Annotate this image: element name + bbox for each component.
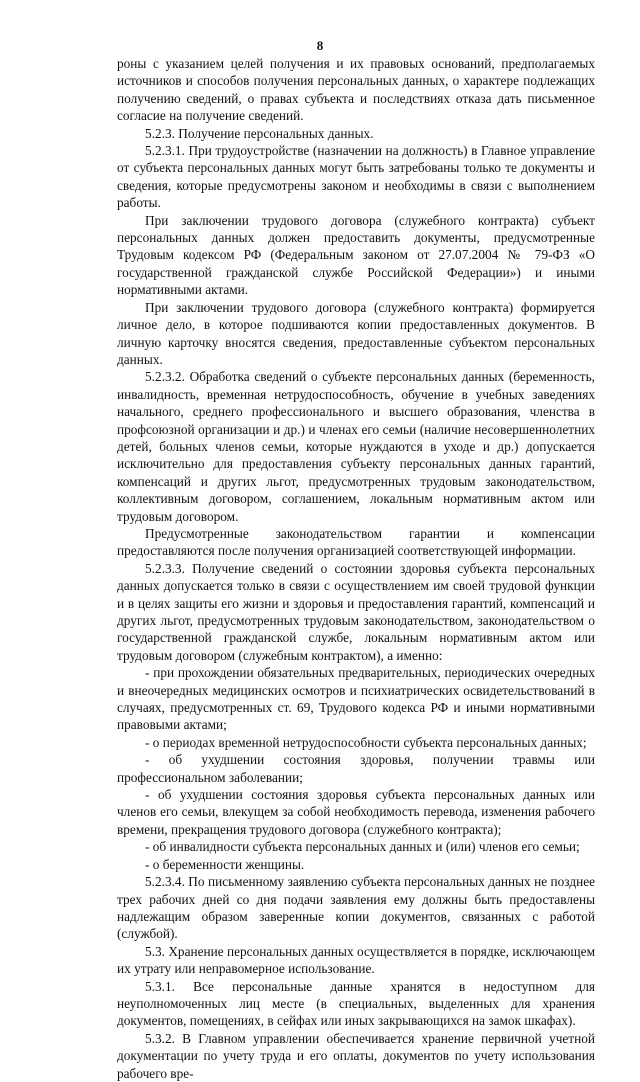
list-item: - при прохождении обязательных предварительных, периодических очередных и внеочередных медицинских осмотров и психиатрических освидетельствований в случаях, предусмотренных ст. 69, Трудового кодекса РФ и иными нормативными правовыми актами; <box>117 665 595 733</box>
list-item: - об инвалидности субъекта персональных данных и (или) членов его семьи; <box>145 839 580 855</box>
list-item: - об ухудшении состояния здоровья субъекта персональных данных или членов его семьи, влекущем за собой необходимость перевода, изменения рабочего времени, прекращения трудового договора (служебного контракта); <box>117 787 595 837</box>
paragraph: Предусмотренные законодательством гарантии и компенсации предоставляются после получения организацией соответствующей информации. <box>117 525 595 559</box>
paragraph: 5.3.1. Все персональные данные хранятся в недоступном для неуполномоченных лиц месте (в специальных, выделенных для хранения документов, помещениях, в сейфах или иных закрывающихся на замок шкафах). <box>117 978 595 1029</box>
paragraph: При заключении трудового договора (служебного контракта) формируется личное дело, в которое подшиваются копии предоставленных документов. В личную карточку вносятся сведения, предоставленные субъектом персональных данных. <box>117 299 595 367</box>
paragraph: роны с указанием целей получения и их правовых оснований, предполагаемых источников и способов получения персональных данных, о характере подлежащих получению сведений, о правах субъекта и последствиях отказа дать письменное согласие на получение сведений. <box>117 56 595 124</box>
paragraph: 5.2.3.3. Получение сведений о состоянии здоровья субъекта персональных данных допускается только в связи с осуществлением им своей трудовой функции и в целях защиты его жизни и здоровья и предоставления гарантий, компенсаций и других льгот, предусмотренных трудовым законодательством, законодательством о государственной гражданской службе, локальным нормативным актом или трудовым договором (служебным контрактом), а именно: <box>117 560 595 663</box>
list-item: - о беременности женщины. <box>145 856 305 872</box>
paragraph: 5.3.2. В Главном управлении обеспечивается хранение первичной учетной документации по учету труда и его оплаты, документов по учету использования рабочего вре- <box>117 1030 595 1081</box>
list-item: - о периодах временной нетрудоспособности субъекта персональных данных; <box>145 734 587 750</box>
paragraph: 5.2.3.2. Обработка сведений о субъекте персональных данных (беременность, инвалидность, временная нетрудоспособность, обучение в учебных заведениях начального, среднего профессионального и высшего образования, членства в профсоюзной организации и др.) и членах его семьи (наличие несовершеннолетних детей, больных членов семьи, которые нуждаются в уходе и др.) допускается исключительно для предоставления субъекту персональных данных гарантий, компенсаций и других льгот, предусмотренных трудовым законодательством, коллективным договором, соглашением, локальным нормативным актом или трудовым договором. <box>117 369 595 524</box>
paragraph: 5.2.3.1. При трудоустройстве (назначении на должность) в Главное управление от субъекта персональных данных могут быть затребованы только те документы и сведения, которые предусмотрены законом и необходимы в связи с выполнением работы. <box>117 143 595 211</box>
document-body <box>117 55 595 1082</box>
page-number: 8 <box>316 38 324 53</box>
paragraph: 5.2.3. Получение персональных данных. <box>145 125 374 141</box>
paragraph: 5.3. Хранение персональных данных осуществляется в порядке, исключающем их утрату или неправомерное использование. <box>117 943 595 977</box>
list-item: - об ухудшении состояния здоровья, получении травмы или профессиональном заболевании; <box>117 752 595 785</box>
paragraph: 5.2.3.4. По письменному заявлению субъекта персональных данных не позднее трех рабочих дней со дня подачи заявления ему должны быть предоставлены надлежащим образом заверенные копии документов, связанных с работой (службой). <box>117 874 595 942</box>
paragraph: При заключении трудового договора (служебного контракта) субъект персональных данных должен предоставить документы, предусмотренные Трудовым кодексом РФ (Федеральным законом от 27.07.2004 № 79-ФЗ «О государственной гражданской службе Российской Федерации») и иными нормативными актами. <box>117 212 595 298</box>
